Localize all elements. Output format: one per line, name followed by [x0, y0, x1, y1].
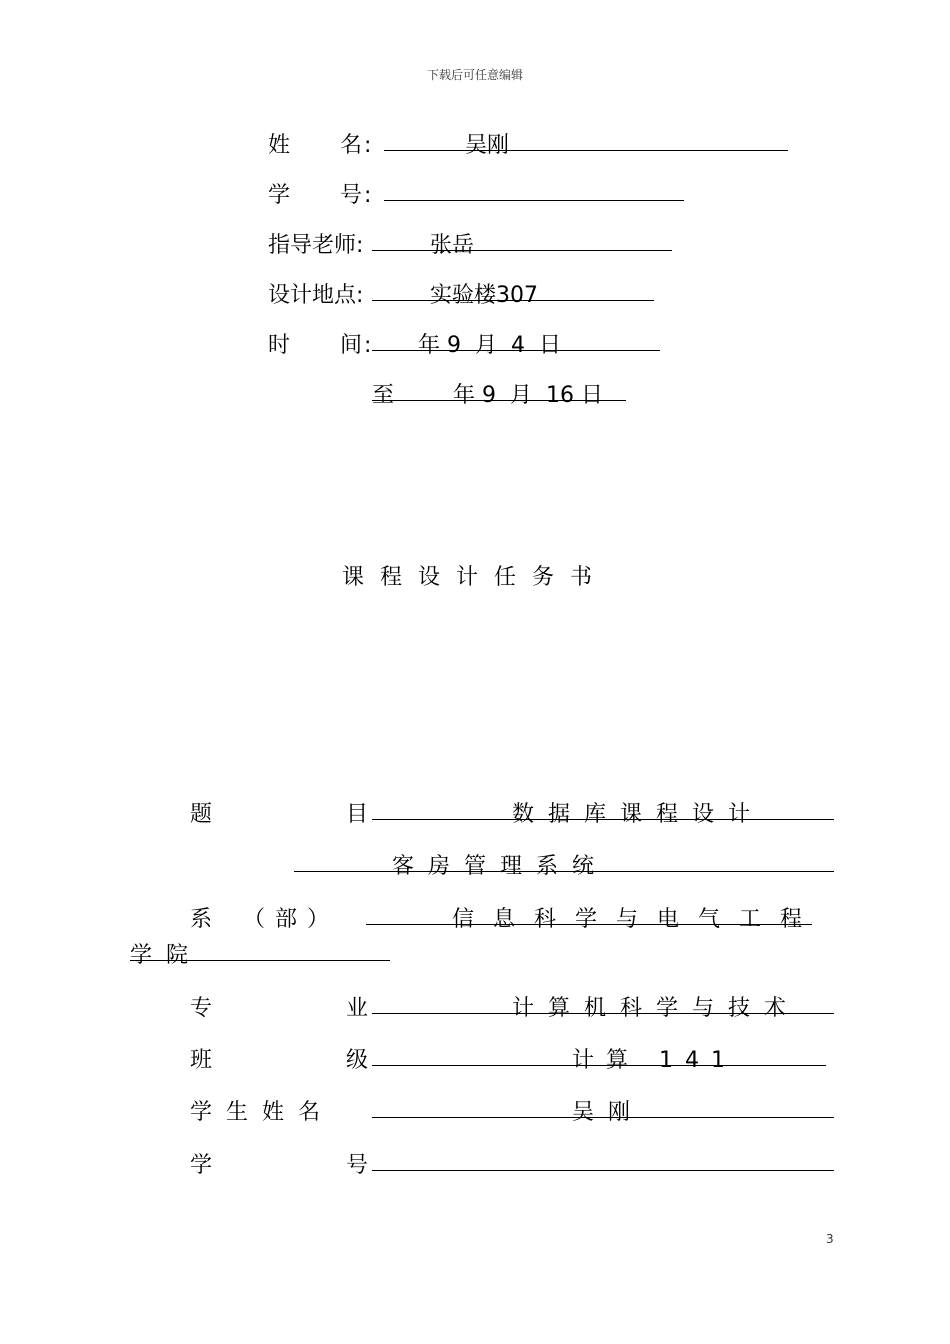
major-value: 计算机科学与技术 — [512, 996, 801, 1021]
task-student-id-label: 学 号 — [190, 1153, 399, 1178]
time-label: 时 间: — [268, 333, 374, 358]
dept-label: 系 （部） — [190, 907, 340, 932]
student-name-label: 学生姓名 — [190, 1100, 335, 1125]
time-to-prefix: 至 — [372, 383, 395, 408]
name-label: 姓 名: — [268, 133, 374, 158]
teacher-underline — [372, 250, 672, 251]
teacher-label: 指导老师: — [268, 233, 364, 258]
name-underline — [384, 150, 788, 151]
location-label: 设计地点: — [268, 283, 364, 308]
time-from: 年 9 月 4 日 — [418, 333, 561, 358]
dept-value: 信息科学与电气工程 — [452, 907, 822, 932]
class-label: 班 级 — [190, 1048, 399, 1073]
page-number: 3 — [826, 1232, 834, 1246]
location-value: 实验楼307 — [430, 283, 538, 308]
student-id-label: 学 号: — [268, 183, 374, 208]
class-value: 计算 141 — [572, 1048, 737, 1073]
student-name-value: 吴刚 — [572, 1100, 645, 1125]
document-title: 课程设计任务书 — [341, 565, 608, 590]
task-student-id-underline — [372, 1170, 834, 1171]
time-to: 年 9 月 16 日 — [453, 383, 603, 408]
student-id-underline — [384, 200, 684, 201]
dept-underline-cont — [130, 960, 390, 961]
page-header: 下载后可任意编辑 — [426, 68, 523, 82]
name-value: 吴刚 — [465, 133, 510, 158]
teacher-value: 张岳 — [430, 233, 475, 258]
major-label: 专 业 — [190, 996, 399, 1021]
topic-value-2: 客房管理系统 — [392, 854, 609, 879]
dept-value-cont: 学院 — [130, 943, 203, 968]
topic-label: 题 目 — [190, 802, 399, 827]
topic-value-1: 数据库课程设计 — [512, 802, 765, 827]
